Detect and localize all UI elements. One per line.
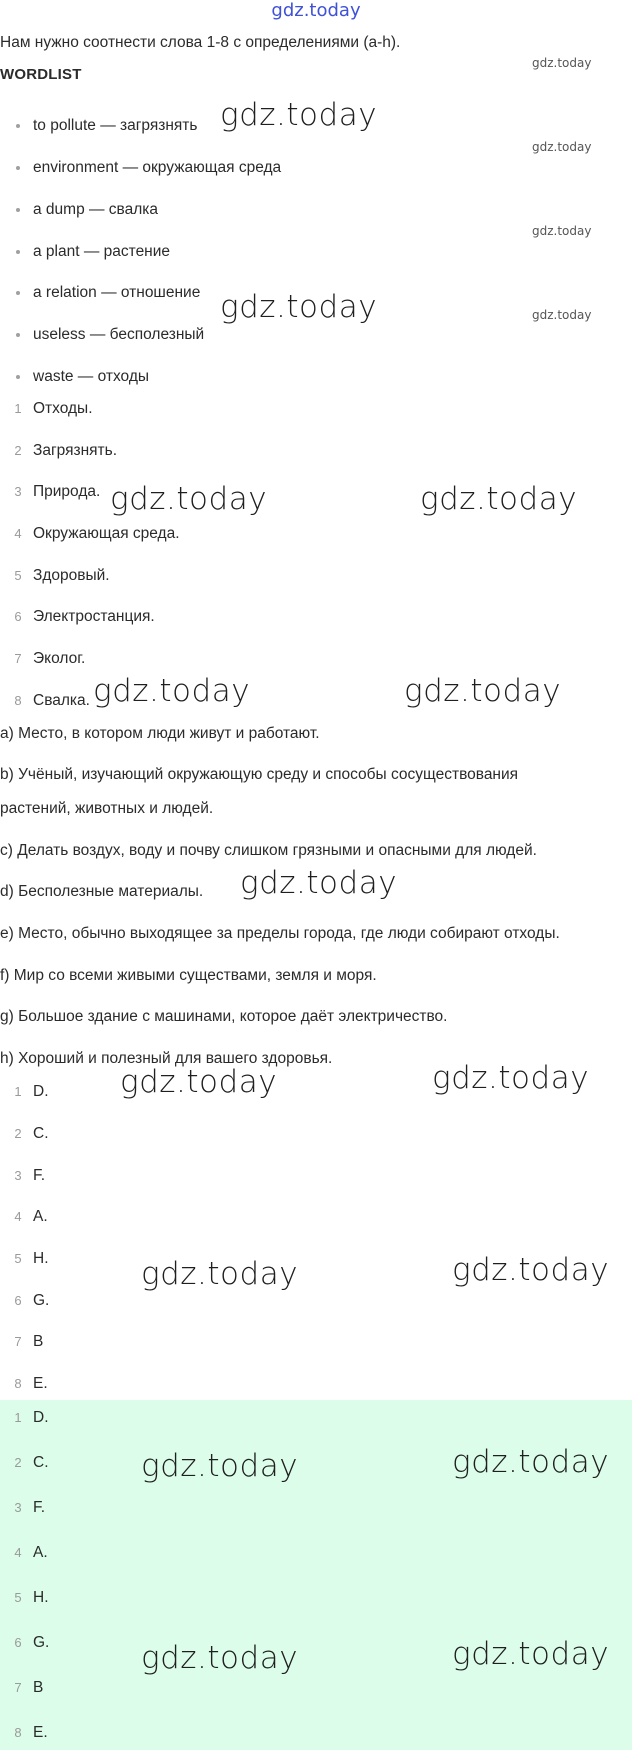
definition-b-continued: растений, животных и людей.: [0, 800, 214, 817]
word-item: 5 Здоровый.: [14, 567, 110, 584]
watermark-large: gdz.today: [452, 1636, 610, 1672]
bullet-dot-icon: [16, 166, 20, 170]
highlighted-answer-item: 3 F.: [14, 1499, 46, 1516]
wordlist-item: to pollute — загрязнять: [0, 115, 600, 137]
answer-item: 7 B: [14, 1333, 44, 1350]
answer-item: 6 G.: [14, 1292, 50, 1309]
word-item: 6 Электростанция.: [14, 608, 155, 625]
bullet-dot-icon: [16, 375, 20, 379]
bullet-dot-icon: [16, 250, 20, 254]
header-watermark: gdz.today: [271, 0, 361, 21]
definition-e: e) Место, обычно выходящее за пределы города, где люди собирают отходы.: [0, 925, 560, 942]
bullet-dot-icon: [16, 124, 20, 128]
word-item: 7 Эколог.: [14, 650, 86, 667]
watermark-large: gdz.today: [141, 1256, 299, 1292]
watermark-small: gdz.today: [532, 224, 592, 238]
watermark-large: gdz.today: [141, 1640, 299, 1676]
wordlist-item: a plant — растение: [0, 241, 600, 263]
answer-item: 1 D.: [14, 1083, 49, 1100]
watermark-small: gdz.today: [532, 308, 592, 322]
watermark-small: gdz.today: [532, 56, 592, 70]
highlighted-answer-item: 8 E.: [14, 1724, 48, 1741]
highlighted-answer-item: 6 G.: [14, 1634, 50, 1651]
watermark-small: gdz.today: [532, 140, 592, 154]
watermark-large: gdz.today: [420, 481, 578, 517]
watermark-large: gdz.today: [220, 97, 378, 133]
word-item: 8 Свалка.: [14, 692, 90, 709]
answer-item: 2 C.: [14, 1125, 49, 1142]
bullet-dot-icon: [16, 291, 20, 295]
definition-d: d) Бесполезные материалы.: [0, 883, 204, 900]
definition-a: a) Место, в котором люди живут и работают.: [0, 725, 320, 742]
definition-c: c) Делать воздух, воду и почву слишком грязными и опасными для людей.: [0, 842, 537, 859]
definition-h: h) Хороший и полезный для вашего здоровья.: [0, 1050, 333, 1067]
watermark-large: gdz.today: [452, 1444, 610, 1480]
definition-g: g) Большое здание с машинами, которое даёт электричество.: [0, 1008, 448, 1025]
answer-item: 3 F.: [14, 1167, 46, 1184]
watermark-large: gdz.today: [220, 289, 378, 325]
wordlist-item: waste — отходы: [0, 366, 600, 388]
bullet-dot-icon: [16, 208, 20, 212]
watermark-large: gdz.today: [110, 481, 268, 517]
definition-b: b) Учёный, изучающий окружающую среду и способы сосуществования: [0, 766, 519, 783]
answer-item: 4 A.: [14, 1208, 48, 1225]
watermark-large: gdz.today: [240, 865, 398, 901]
highlighted-answer-item: 5 H.: [14, 1589, 49, 1606]
highlighted-answer-item: 1 D.: [14, 1409, 49, 1426]
wordlist-item: a dump — свалка: [0, 199, 600, 221]
bullet-dot-icon: [16, 333, 20, 337]
watermark-large: gdz.today: [120, 1064, 278, 1100]
highlighted-answer-item: 7 B: [14, 1679, 44, 1696]
answer-item: 5 H.: [14, 1250, 49, 1267]
watermark-large: gdz.today: [141, 1448, 299, 1484]
watermark-large: gdz.today: [93, 673, 251, 709]
answer-item: 8 E.: [14, 1375, 48, 1392]
word-item: 1 Отходы.: [14, 400, 93, 417]
watermark-large: gdz.today: [404, 673, 562, 709]
wordlist-item: useless — бесполезный: [0, 324, 600, 346]
word-item: 3 Природа.: [14, 483, 101, 500]
watermark-large: gdz.today: [432, 1060, 590, 1096]
highlighted-answer-item: 2 C.: [14, 1454, 49, 1471]
intro-text: Нам нужно соотнести слова 1-8 с определениями (a-h).: [0, 34, 401, 51]
wordlist-item: environment — окружающая среда: [0, 157, 600, 179]
wordlist-title: WORDLIST: [0, 66, 82, 83]
definition-f: f) Мир со всеми живыми существами, земля и моря.: [0, 967, 377, 984]
wordlist-item: a relation — отношение: [0, 282, 600, 304]
watermark-large: gdz.today: [452, 1252, 610, 1288]
word-item: 2 Загрязнять.: [14, 442, 118, 459]
highlighted-answer-item: 4 A.: [14, 1544, 48, 1561]
word-item: 4 Окружающая среда.: [14, 525, 180, 542]
